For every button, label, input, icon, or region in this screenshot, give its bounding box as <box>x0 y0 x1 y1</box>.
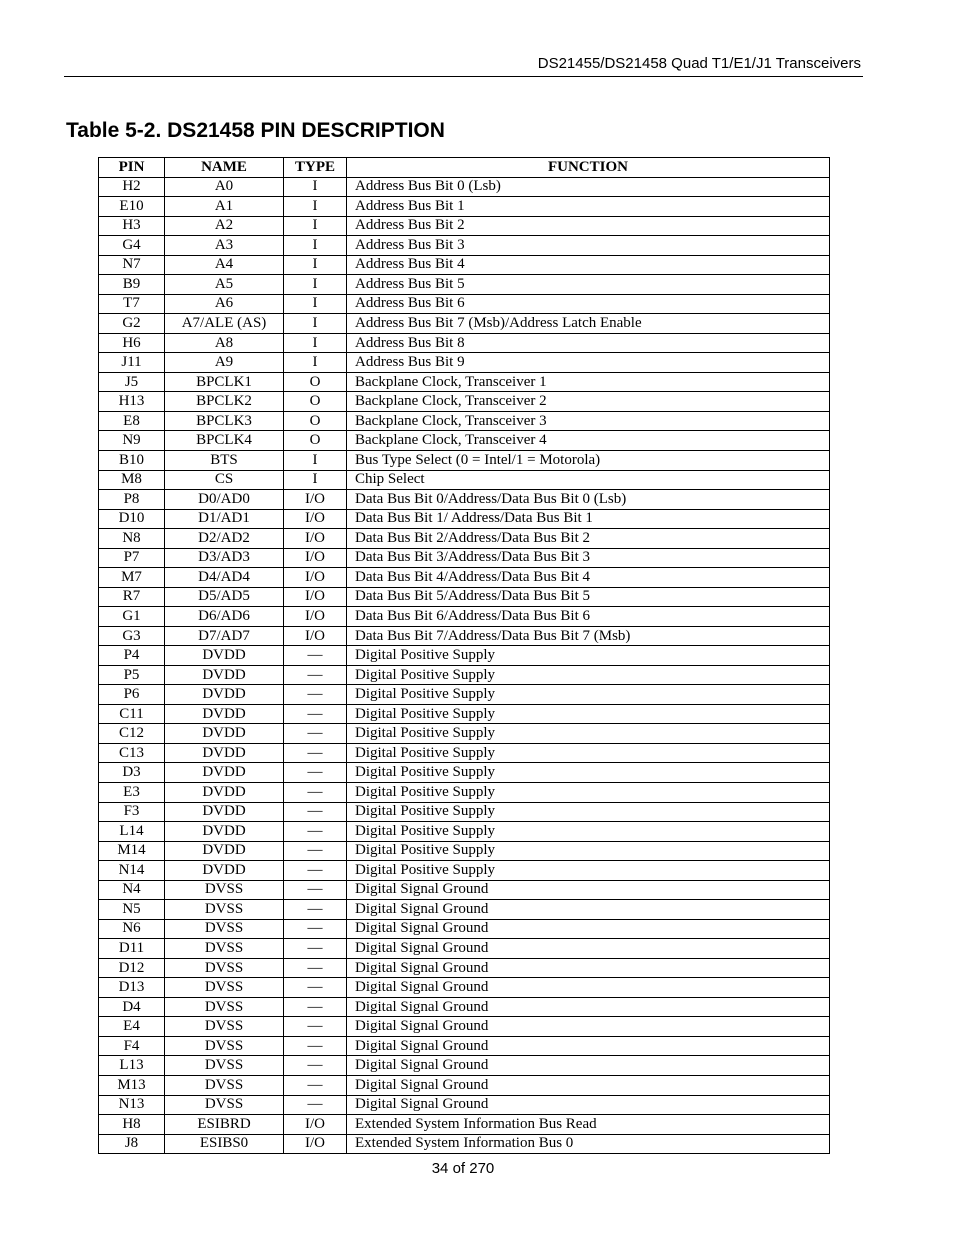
type-cell: I/O <box>284 1134 347 1154</box>
table-row <box>99 626 830 646</box>
function-cell: Digital Signal Ground <box>347 900 830 920</box>
pin-cell: L14 <box>99 822 165 842</box>
function-cell: Address Bus Bit 8 <box>347 333 830 353</box>
type-cell: I/O <box>284 626 347 646</box>
type-cell: I <box>284 177 347 197</box>
type-cell: — <box>284 1056 347 1076</box>
name-cell: DVDD <box>165 743 284 763</box>
table-row <box>99 685 830 705</box>
table-row <box>99 529 830 549</box>
table-row <box>99 372 830 392</box>
table-row <box>99 1134 830 1154</box>
table-row <box>99 646 830 666</box>
type-cell: O <box>284 411 347 431</box>
name-cell: ESIBRD <box>165 1115 284 1135</box>
table-row <box>99 587 830 607</box>
table-row <box>99 236 830 256</box>
table-row <box>99 880 830 900</box>
type-cell: — <box>284 880 347 900</box>
function-cell: Address Bus Bit 6 <box>347 294 830 314</box>
function-cell: Backplane Clock, Transceiver 3 <box>347 411 830 431</box>
column-header-type: TYPE <box>284 158 347 178</box>
table-title: Table 5-2. DS21458 PIN DESCRIPTION <box>66 119 445 142</box>
name-cell: D6/AD6 <box>165 607 284 627</box>
function-cell: Data Bus Bit 4/Address/Data Bus Bit 4 <box>347 568 830 588</box>
type-cell: — <box>284 939 347 959</box>
name-cell: DVSS <box>165 978 284 998</box>
table-row <box>99 724 830 744</box>
type-cell: I/O <box>284 509 347 529</box>
name-cell: DVSS <box>165 997 284 1017</box>
type-cell: I <box>284 333 347 353</box>
name-cell: DVDD <box>165 763 284 783</box>
function-cell: Address Bus Bit 3 <box>347 236 830 256</box>
name-cell: DVSS <box>165 900 284 920</box>
pin-cell: J8 <box>99 1134 165 1154</box>
name-cell: DVSS <box>165 880 284 900</box>
type-cell: I <box>284 275 347 295</box>
pin-cell: E8 <box>99 411 165 431</box>
name-cell: D5/AD5 <box>165 587 284 607</box>
name-cell: DVDD <box>165 724 284 744</box>
type-cell: I <box>284 353 347 373</box>
table-row <box>99 607 830 627</box>
table-row <box>99 1095 830 1115</box>
pin-cell: D10 <box>99 509 165 529</box>
pin-cell: D11 <box>99 939 165 959</box>
pin-cell: C11 <box>99 704 165 724</box>
type-cell: — <box>284 685 347 705</box>
table-row <box>99 900 830 920</box>
function-cell: Backplane Clock, Transceiver 4 <box>347 431 830 451</box>
table-row <box>99 861 830 881</box>
pin-cell: P4 <box>99 646 165 666</box>
type-cell: I <box>284 216 347 236</box>
pin-cell: C12 <box>99 724 165 744</box>
type-cell: I <box>284 450 347 470</box>
table-row <box>99 1115 830 1135</box>
pin-cell: T7 <box>99 294 165 314</box>
function-cell: Digital Signal Ground <box>347 1075 830 1095</box>
name-cell: DVDD <box>165 783 284 803</box>
pin-cell: B9 <box>99 275 165 295</box>
function-cell: Digital Signal Ground <box>347 997 830 1017</box>
type-cell: — <box>284 802 347 822</box>
pin-cell: H3 <box>99 216 165 236</box>
table-row <box>99 255 830 275</box>
name-cell: D3/AD3 <box>165 548 284 568</box>
table-row <box>99 333 830 353</box>
function-cell: Address Bus Bit 5 <box>347 275 830 295</box>
name-cell: DVSS <box>165 958 284 978</box>
header-rule <box>64 76 863 77</box>
type-cell: O <box>284 372 347 392</box>
function-cell: Digital Signal Ground <box>347 1095 830 1115</box>
function-cell: Backplane Clock, Transceiver 1 <box>347 372 830 392</box>
table-row <box>99 450 830 470</box>
pin-cell: G4 <box>99 236 165 256</box>
function-cell: Data Bus Bit 6/Address/Data Bus Bit 6 <box>347 607 830 627</box>
type-cell: — <box>284 724 347 744</box>
type-cell: I/O <box>284 1115 347 1135</box>
function-cell: Digital Positive Supply <box>347 685 830 705</box>
table-row <box>99 275 830 295</box>
table-row <box>99 314 830 334</box>
pin-cell: B10 <box>99 450 165 470</box>
table-row <box>99 470 830 490</box>
type-cell: — <box>284 763 347 783</box>
function-cell: Address Bus Bit 4 <box>347 255 830 275</box>
type-cell: O <box>284 392 347 412</box>
type-cell: I <box>284 236 347 256</box>
type-cell: — <box>284 997 347 1017</box>
type-cell: — <box>284 841 347 861</box>
function-cell: Extended System Information Bus Read <box>347 1115 830 1135</box>
function-cell: Address Bus Bit 0 (Lsb) <box>347 177 830 197</box>
pin-cell: H13 <box>99 392 165 412</box>
table-row <box>99 490 830 510</box>
type-cell: I/O <box>284 529 347 549</box>
name-cell: A7/ALE (AS) <box>165 314 284 334</box>
table-header-row <box>99 158 830 178</box>
function-cell: Digital Signal Ground <box>347 919 830 939</box>
type-cell: I <box>284 294 347 314</box>
type-cell: — <box>284 704 347 724</box>
name-cell: DVSS <box>165 1075 284 1095</box>
function-cell: Digital Positive Supply <box>347 822 830 842</box>
table-row <box>99 939 830 959</box>
table-body <box>99 177 830 1154</box>
function-cell: Digital Positive Supply <box>347 665 830 685</box>
name-cell: A2 <box>165 216 284 236</box>
name-cell: A3 <box>165 236 284 256</box>
function-cell: Extended System Information Bus 0 <box>347 1134 830 1154</box>
type-cell: I <box>284 197 347 217</box>
table-row <box>99 822 830 842</box>
function-cell: Digital Positive Supply <box>347 802 830 822</box>
pin-cell: H6 <box>99 333 165 353</box>
function-cell: Digital Positive Supply <box>347 724 830 744</box>
function-cell: Data Bus Bit 0/Address/Data Bus Bit 0 (Lsb) <box>347 490 830 510</box>
pin-cell: H2 <box>99 177 165 197</box>
name-cell: D2/AD2 <box>165 529 284 549</box>
name-cell: A6 <box>165 294 284 314</box>
pin-cell: D13 <box>99 978 165 998</box>
pin-cell: N7 <box>99 255 165 275</box>
name-cell: DVDD <box>165 665 284 685</box>
pin-cell: R7 <box>99 587 165 607</box>
table-row <box>99 548 830 568</box>
pin-cell: N4 <box>99 880 165 900</box>
pin-cell: P8 <box>99 490 165 510</box>
name-cell: DVDD <box>165 802 284 822</box>
function-cell: Digital Positive Supply <box>347 743 830 763</box>
pin-cell: D4 <box>99 997 165 1017</box>
pin-cell: P7 <box>99 548 165 568</box>
name-cell: DVSS <box>165 1036 284 1056</box>
pin-cell: J11 <box>99 353 165 373</box>
function-cell: Digital Signal Ground <box>347 1036 830 1056</box>
pin-cell: E10 <box>99 197 165 217</box>
table-row <box>99 177 830 197</box>
function-cell: Address Bus Bit 9 <box>347 353 830 373</box>
pin-cell: F3 <box>99 802 165 822</box>
table-row <box>99 392 830 412</box>
name-cell: DVDD <box>165 685 284 705</box>
name-cell: DVSS <box>165 1017 284 1037</box>
table-row <box>99 1056 830 1076</box>
type-cell: — <box>284 958 347 978</box>
type-cell: O <box>284 431 347 451</box>
name-cell <box>165 470 284 490</box>
type-cell: — <box>284 743 347 763</box>
name-cell: D0/AD0 <box>165 490 284 510</box>
name-cell: BPCLK3 <box>165 411 284 431</box>
pin-cell: G3 <box>99 626 165 646</box>
pin-cell: F4 <box>99 1036 165 1056</box>
table-row <box>99 802 830 822</box>
name-cell: DVSS <box>165 1056 284 1076</box>
table-row <box>99 783 830 803</box>
name-cell: BPCLK2 <box>165 392 284 412</box>
name-cell: BPCLK1 <box>165 372 284 392</box>
name-cell: A9 <box>165 353 284 373</box>
pin-cell: D3 <box>99 763 165 783</box>
name-cell: BTS <box>165 450 284 470</box>
name-cell: D7/AD7 <box>165 626 284 646</box>
name-cell: D1/AD1 <box>165 509 284 529</box>
name-cell: DVDD <box>165 861 284 881</box>
type-cell: — <box>284 978 347 998</box>
type-cell: — <box>284 822 347 842</box>
function-cell: Data Bus Bit 3/Address/Data Bus Bit 3 <box>347 548 830 568</box>
function-cell: Digital Positive Supply <box>347 646 830 666</box>
function-cell: Data Bus Bit 2/Address/Data Bus Bit 2 <box>347 529 830 549</box>
function-cell: Digital Signal Ground <box>347 958 830 978</box>
function-cell: Digital Positive Supply <box>347 763 830 783</box>
function-cell: Digital Positive Supply <box>347 783 830 803</box>
type-cell: I/O <box>284 587 347 607</box>
function-cell: Digital Signal Ground <box>347 880 830 900</box>
column-header-name: NAME <box>165 158 284 178</box>
name-cell: A8 <box>165 333 284 353</box>
name-cell: A1 <box>165 197 284 217</box>
name-cell: DVSS <box>165 939 284 959</box>
function-cell: Digital Signal Ground <box>347 1056 830 1076</box>
table-row <box>99 743 830 763</box>
table-row <box>99 1017 830 1037</box>
table-row <box>99 665 830 685</box>
name-cell: DVDD <box>165 841 284 861</box>
type-cell: I/O <box>284 607 347 627</box>
function-cell: Digital Positive Supply <box>347 861 830 881</box>
pin-cell: E3 <box>99 783 165 803</box>
column-header-pin: PIN <box>99 158 165 178</box>
name-cell: A4 <box>165 255 284 275</box>
type-cell: I/O <box>284 548 347 568</box>
type-cell: I <box>284 314 347 334</box>
function-cell: Digital Positive Supply <box>347 841 830 861</box>
table-row <box>99 216 830 236</box>
table-row <box>99 431 830 451</box>
pin-cell: P6 <box>99 685 165 705</box>
pin-cell: N14 <box>99 861 165 881</box>
function-cell: Chip Select <box>347 470 830 490</box>
type-cell: — <box>284 1075 347 1095</box>
pin-cell: C13 <box>99 743 165 763</box>
table-row <box>99 704 830 724</box>
table-row <box>99 978 830 998</box>
pin-cell: M13 <box>99 1075 165 1095</box>
pin-cell: J5 <box>99 372 165 392</box>
pin-description-table <box>98 157 830 1154</box>
table-row <box>99 411 830 431</box>
pin-cell: N5 <box>99 900 165 920</box>
table-row <box>99 294 830 314</box>
table-row <box>99 763 830 783</box>
function-cell: Digital Signal Ground <box>347 1017 830 1037</box>
table-row <box>99 353 830 373</box>
name-cell: DVDD <box>165 646 284 666</box>
pin-cell: P5 <box>99 665 165 685</box>
function-cell: Data Bus Bit 5/Address/Data Bus Bit 5 <box>347 587 830 607</box>
function-cell: Backplane Clock, Transceiver 2 <box>347 392 830 412</box>
active-low-signal-name: $\overline{CS}$ <box>214 471 234 488</box>
type-cell: — <box>284 665 347 685</box>
type-cell: — <box>284 646 347 666</box>
table-row <box>99 568 830 588</box>
table-row <box>99 919 830 939</box>
table-row <box>99 197 830 217</box>
function-cell: Digital Signal Ground <box>347 978 830 998</box>
pin-cell: N9 <box>99 431 165 451</box>
pin-cell: G1 <box>99 607 165 627</box>
table-row <box>99 1075 830 1095</box>
type-cell: — <box>284 783 347 803</box>
type-cell: I <box>284 255 347 275</box>
name-cell: BPCLK4 <box>165 431 284 451</box>
function-cell: Address Bus Bit 2 <box>347 216 830 236</box>
type-cell: — <box>284 1017 347 1037</box>
name-cell: A5 <box>165 275 284 295</box>
type-cell: — <box>284 861 347 881</box>
name-cell: DVSS <box>165 919 284 939</box>
function-cell: Data Bus Bit 7/Address/Data Bus Bit 7 (Msb) <box>347 626 830 646</box>
document-header-title: DS21455/DS21458 Quad T1/E1/J1 Transceivers <box>537 55 861 72</box>
table-row <box>99 997 830 1017</box>
table-row <box>99 841 830 861</box>
name-cell: ESIBS0 <box>165 1134 284 1154</box>
function-cell: Address Bus Bit 1 <box>347 197 830 217</box>
name-cell: DVDD <box>165 822 284 842</box>
type-cell: I <box>284 470 347 490</box>
function-cell: Digital Positive Supply <box>347 704 830 724</box>
pin-cell: L13 <box>99 1056 165 1076</box>
pin-cell: H8 <box>99 1115 165 1135</box>
pin-cell: N13 <box>99 1095 165 1115</box>
table-row <box>99 958 830 978</box>
pin-cell: N6 <box>99 919 165 939</box>
function-cell: Address Bus Bit 7 (Msb)/Address Latch Enable <box>347 314 830 334</box>
pin-cell: M8 <box>99 470 165 490</box>
function-cell: Digital Signal Ground <box>347 939 830 959</box>
type-cell: I/O <box>284 568 347 588</box>
pin-cell: G2 <box>99 314 165 334</box>
pin-cell: N8 <box>99 529 165 549</box>
type-cell: — <box>284 919 347 939</box>
table-row <box>99 509 830 529</box>
table-row <box>99 1036 830 1056</box>
function-cell: Data Bus Bit 1/ Address/Data Bus Bit 1 <box>347 509 830 529</box>
pin-cell: D12 <box>99 958 165 978</box>
pin-cell: M7 <box>99 568 165 588</box>
name-cell: DVDD <box>165 704 284 724</box>
type-cell: I/O <box>284 490 347 510</box>
column-header-function: FUNCTION <box>347 158 830 178</box>
name-cell: A0 <box>165 177 284 197</box>
pin-cell: M14 <box>99 841 165 861</box>
page-number: 34 of 270 <box>431 1160 495 1177</box>
type-cell: — <box>284 1095 347 1115</box>
name-cell: DVSS <box>165 1095 284 1115</box>
type-cell: — <box>284 900 347 920</box>
pin-cell: E4 <box>99 1017 165 1037</box>
name-cell: D4/AD4 <box>165 568 284 588</box>
function-cell: Bus Type Select (0 = Intel/1 = Motorola) <box>347 450 830 470</box>
type-cell: — <box>284 1036 347 1056</box>
